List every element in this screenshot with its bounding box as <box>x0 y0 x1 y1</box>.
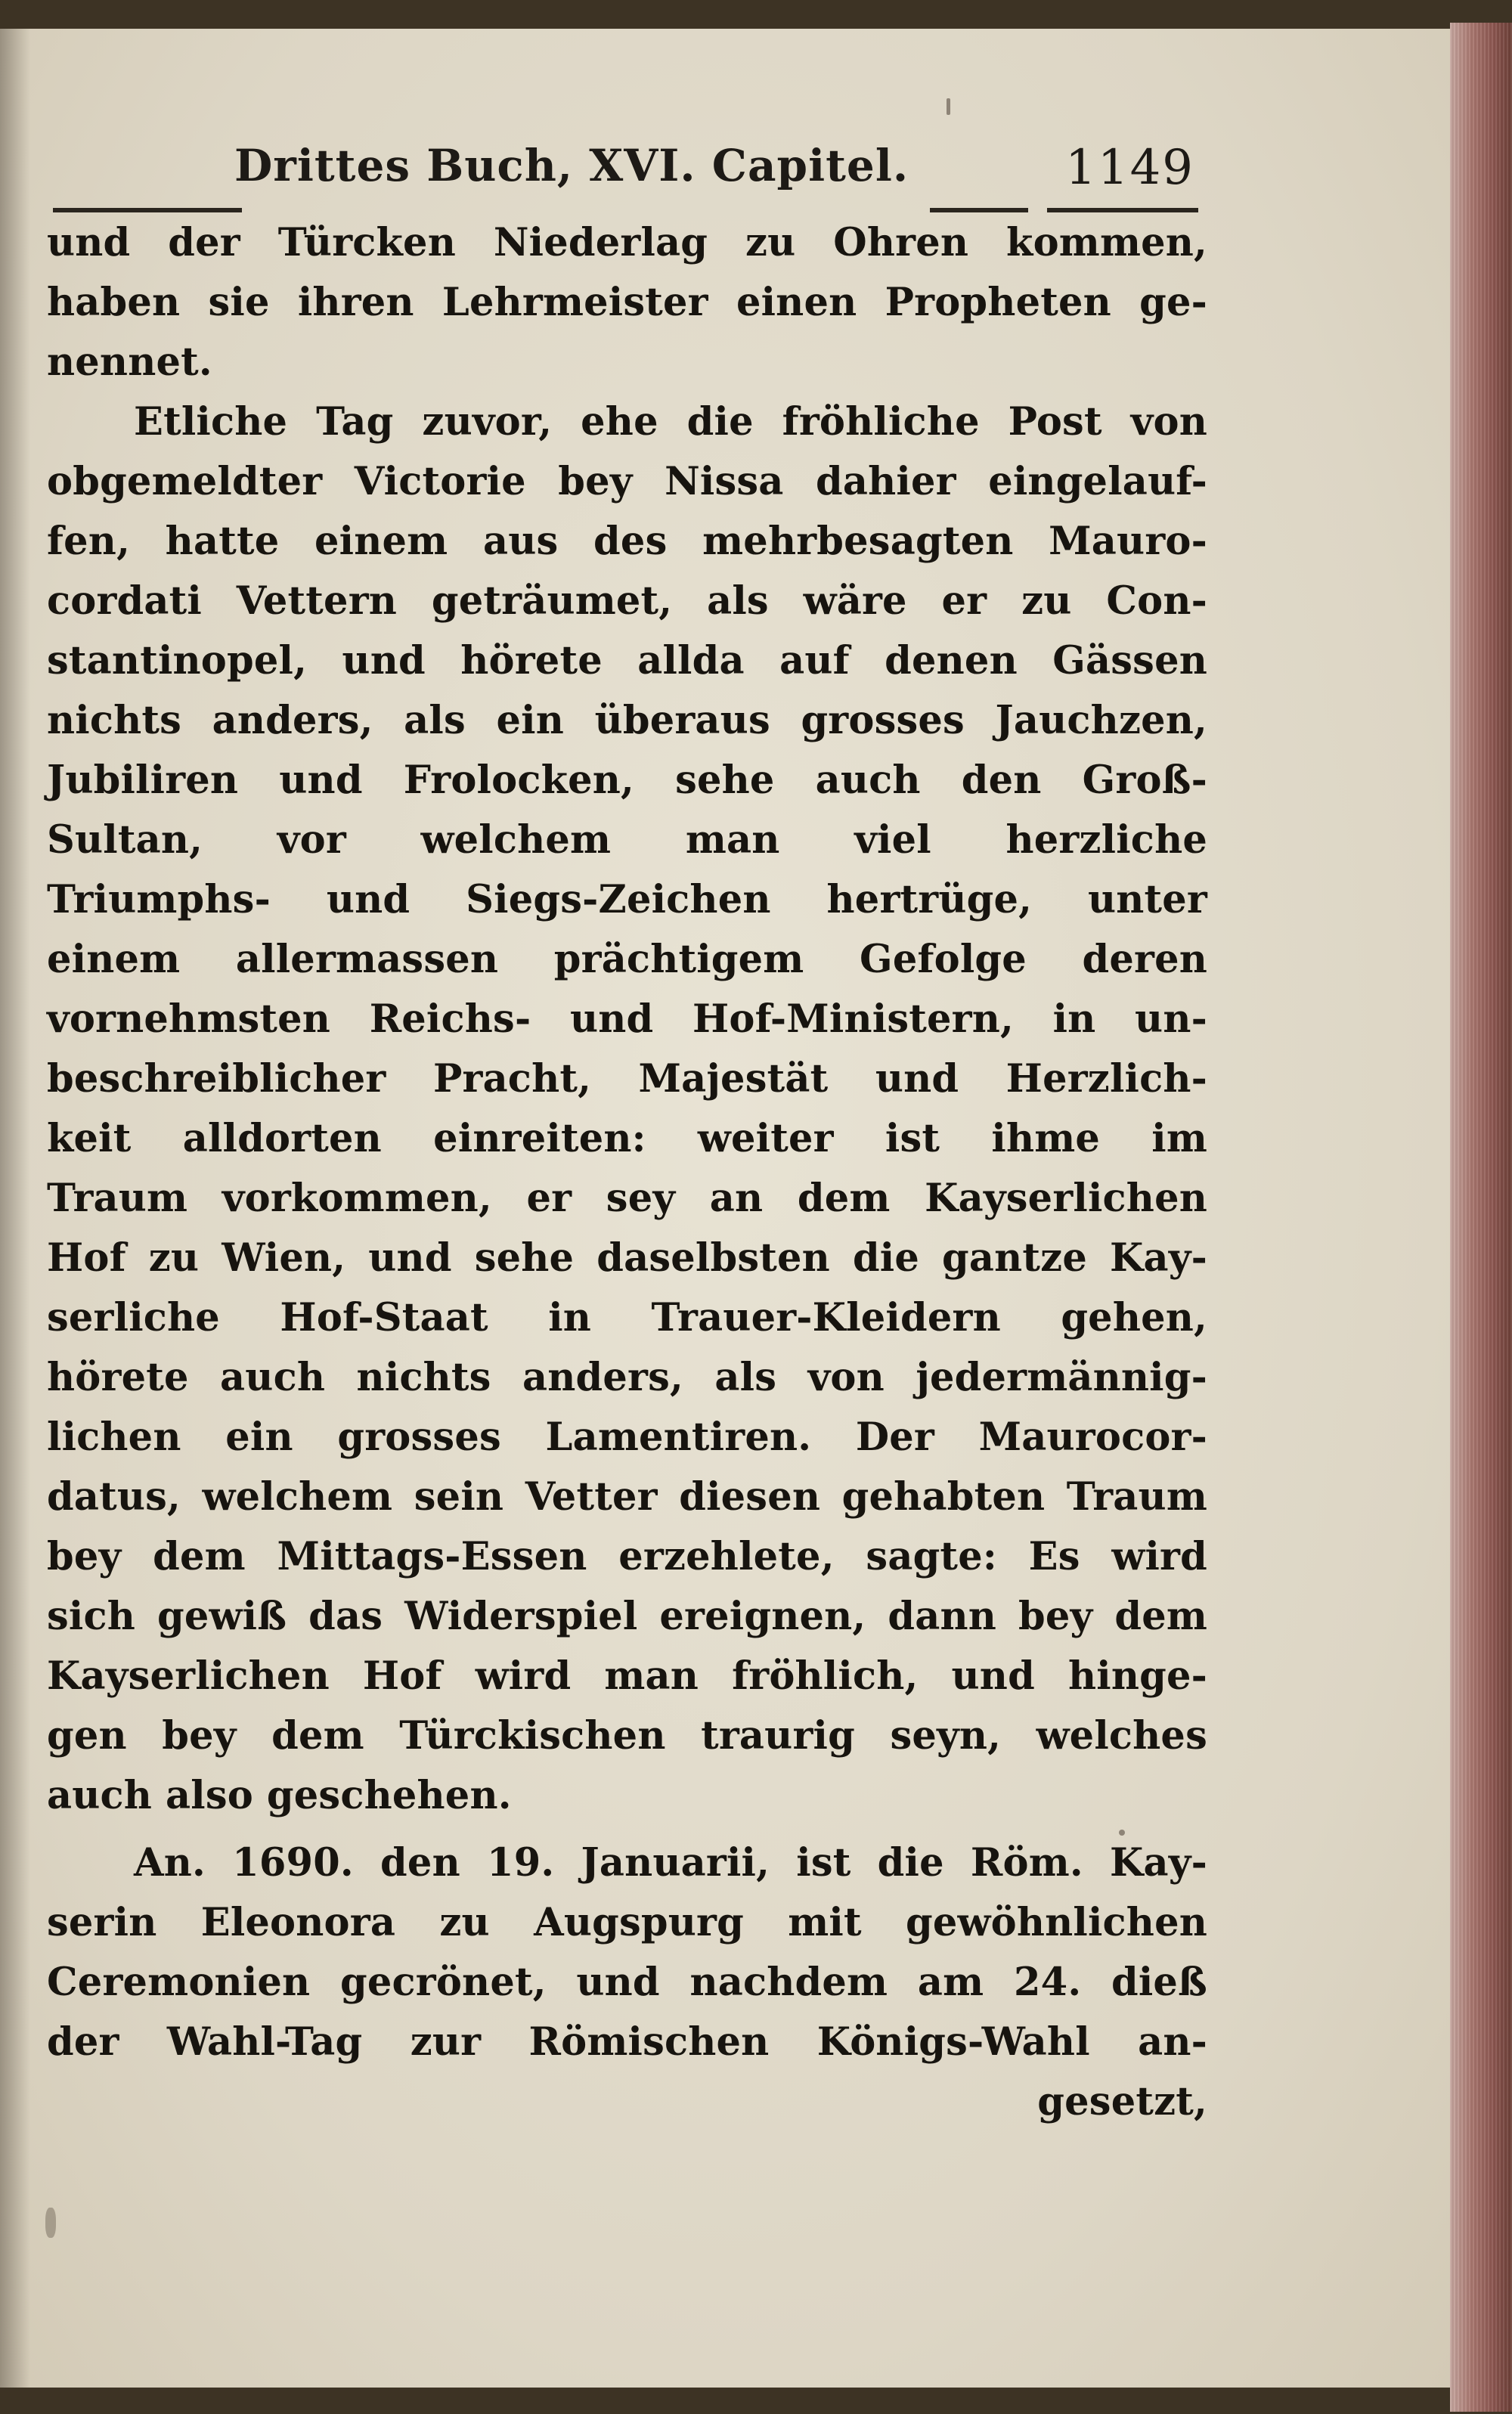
text-line: sich gewiß das Widerspiel ereignen, dann bey dem <box>47 1594 1207 1639</box>
paper-blemish <box>45 2208 56 2238</box>
paper-blemish <box>1119 1830 1125 1836</box>
page-block-edge <box>1450 23 1512 2412</box>
text-line: bey dem Mittags-Essen erzehlete, sagte: Es wird <box>47 1534 1207 1579</box>
header-rule-left <box>53 208 242 212</box>
text-line: vornehmsten Reichs- und Hof-Ministern, in un- <box>47 996 1207 1042</box>
text-line: einem allermassen prächtigem Gefolge deren <box>47 937 1207 982</box>
catchword: gesetzt, <box>1037 2079 1207 2124</box>
text-line: obgemeldter Victorie bey Nissa dahier eingelauf- <box>47 459 1207 504</box>
text-line: hörete auch nichts anders, als von jedermännig- <box>47 1355 1207 1400</box>
text-line: Hof zu Wien, und sehe daselbsten die gantze Kay- <box>47 1235 1207 1281</box>
text-line: nichts anders, als ein überaus grosses Jauchzen, <box>47 698 1207 743</box>
text-line: datus, welchem sein Vetter diesen gehabten Traum <box>47 1474 1207 1520</box>
header-rule-right <box>1047 208 1198 212</box>
text-line: der Wahl-Tag zur Römischen Königs-Wahl an- <box>47 2019 1207 2065</box>
paper-blemish <box>947 98 950 115</box>
page-number: 1149 <box>1065 140 1194 196</box>
text-line: Jubiliren und Frolocken, sehe auch den Groß- <box>47 758 1207 803</box>
body-text <box>47 213 1207 2132</box>
text-line: nennet. <box>47 339 212 385</box>
gutter-shadow <box>0 29 30 2388</box>
text-line: haben sie ihren Lehrmeister einen Propheten ge- <box>47 280 1207 325</box>
text-line: fen, hatte einem aus des mehrbesagten Mauro- <box>47 519 1207 564</box>
text-line: Sultan, vor welchem man viel herzliche <box>47 817 1207 863</box>
running-head <box>234 140 1194 200</box>
text-line: serin Eleonora zu Augspurg mit gewöhnlichen <box>47 1900 1207 1945</box>
header-rule-middle <box>930 208 1028 212</box>
text-line: stantinopel, und hörete allda auf denen Gässen <box>47 638 1207 683</box>
text-line: gen bey dem Türckischen traurig seyn, welches <box>47 1713 1207 1759</box>
running-title: Drittes Buch, XVI. Capitel. <box>234 140 909 191</box>
text-line: cordati Vettern geträumet, als wäre er zu Con- <box>47 578 1207 624</box>
paragraph-start-line: An. 1690. den 19. Januarii, ist die Röm. Kay- <box>134 1840 1207 1886</box>
text-line: und der Türcken Niederlag zu Ohren kommen, <box>47 220 1207 265</box>
text-line: Kayserlichen Hof wird man fröhlich, und hinge- <box>47 1653 1207 1699</box>
text-line: beschreiblicher Pracht, Majestät und Herzlich- <box>47 1056 1207 1102</box>
text-line: Ceremonien gecrönet, und nachdem am 24. dieß <box>47 1960 1207 2005</box>
text-line: Triumphs- und Siegs-Zeichen hertrüge, unter <box>47 877 1207 922</box>
paragraph-start-line: Etliche Tag zuvor, ehe die fröhliche Post von <box>134 399 1207 445</box>
text-line: serliche Hof-Staat in Trauer-Kleidern gehen, <box>47 1295 1207 1340</box>
text-line: lichen ein grosses Lamentiren. Der Maurocor- <box>47 1415 1207 1460</box>
text-line: auch also geschehen. <box>47 1773 512 1818</box>
text-line: Traum vorkommen, er sey an dem Kayserlichen <box>47 1176 1207 1221</box>
text-line: keit alldorten einreiten: weiter ist ihme im <box>47 1116 1207 1161</box>
